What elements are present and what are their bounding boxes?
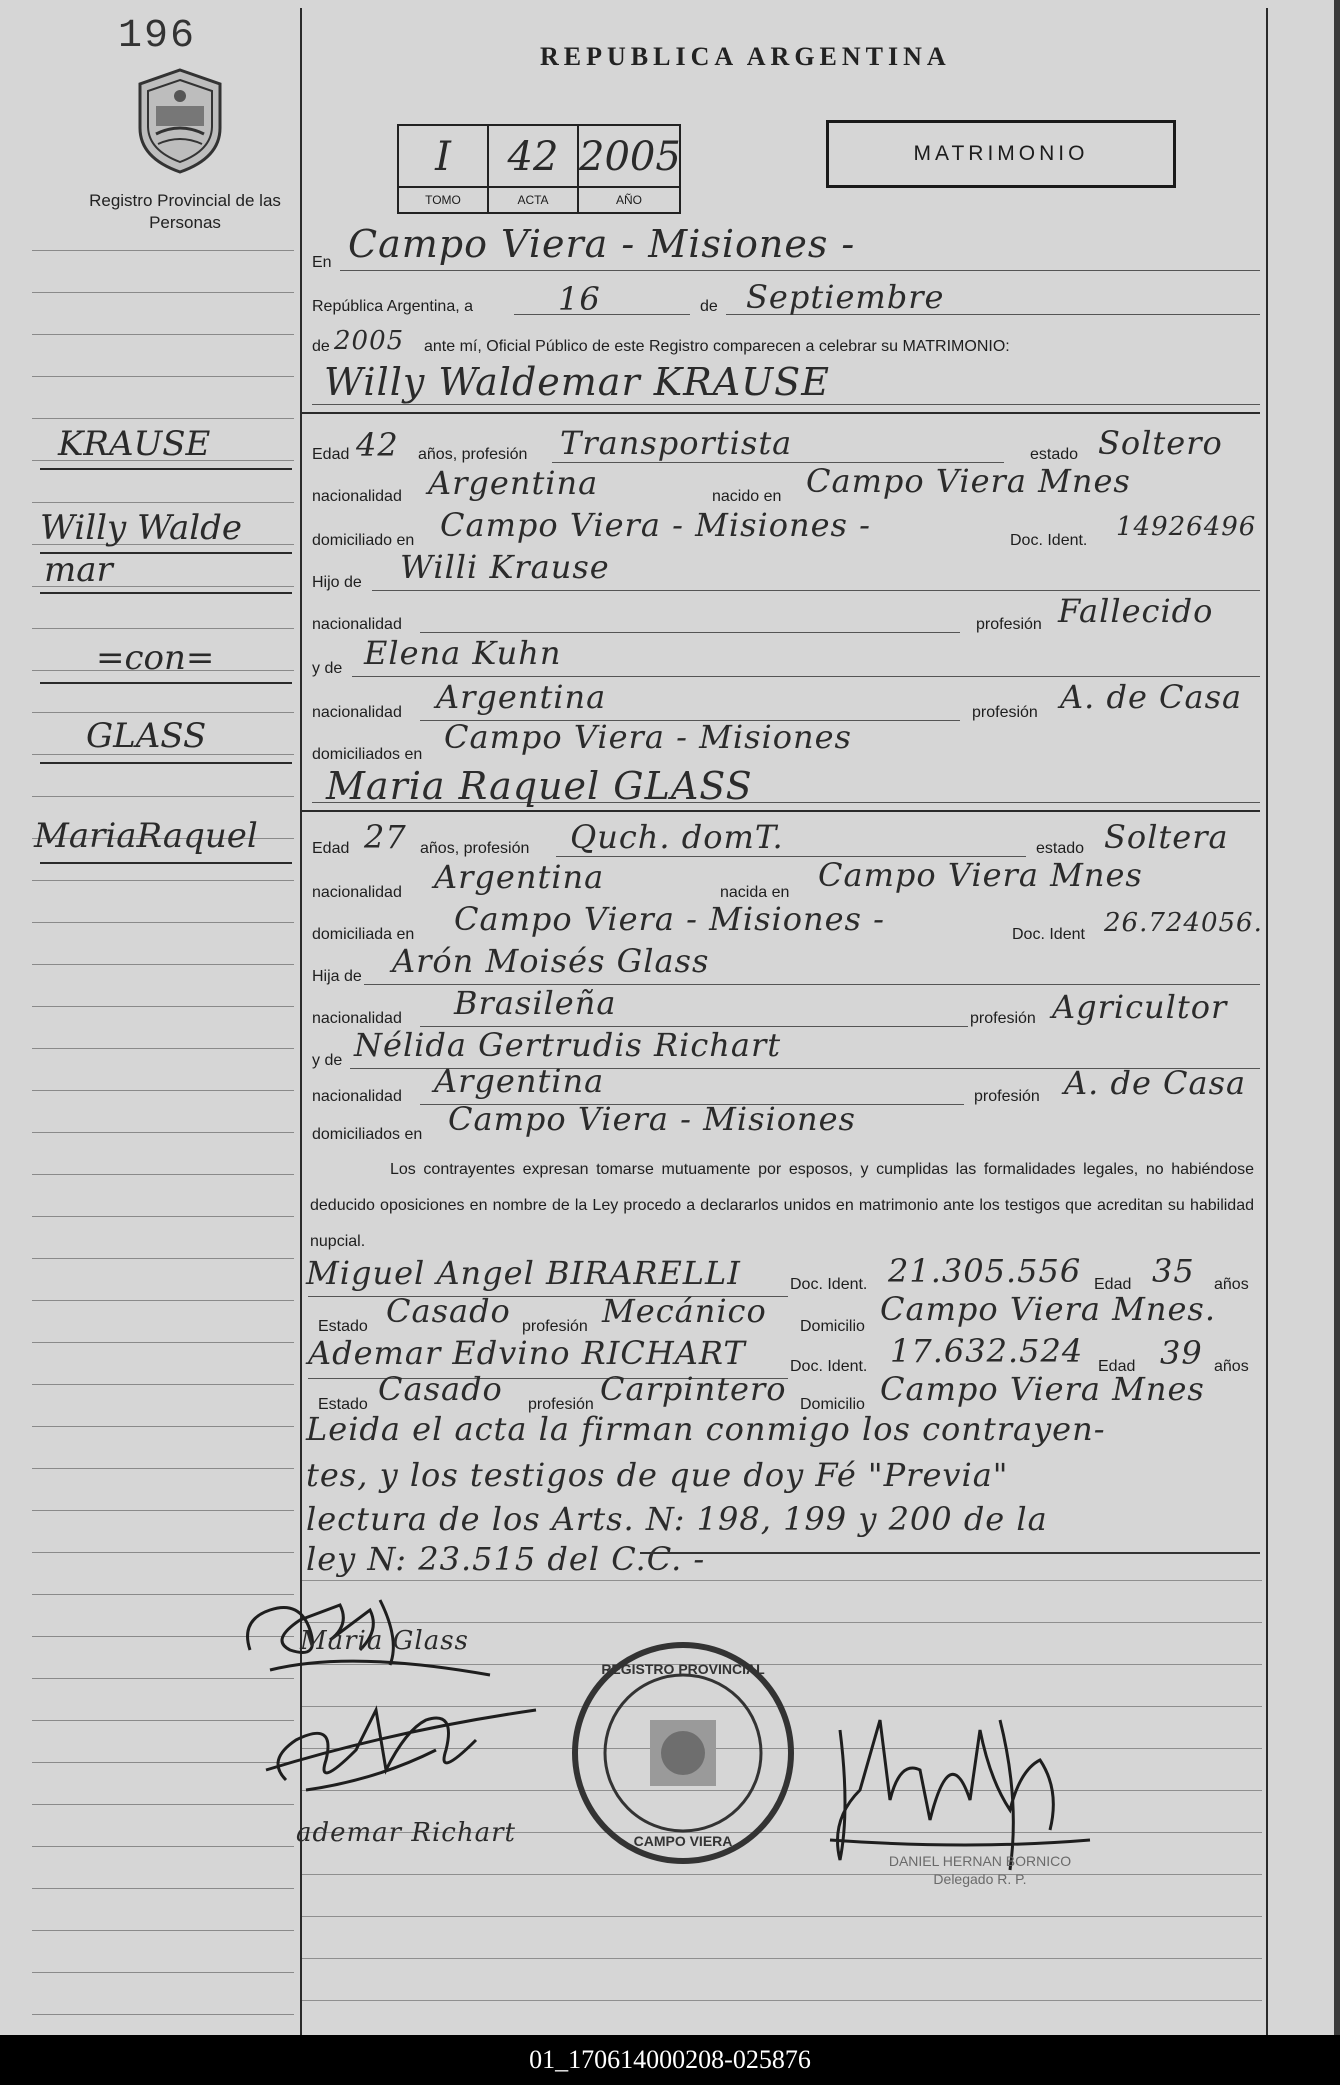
ano-cell <box>579 126 679 212</box>
witness1-estado: Casado <box>386 1292 511 1330</box>
witness1-domicilio: Campo Viera Mnes. <box>880 1290 1216 1328</box>
bride-parents-dom-label: domiciliados en <box>312 1126 423 1143</box>
witness2-estado-label: Estado <box>318 1396 368 1413</box>
groom-parents-dom-label: domiciliados en <box>312 746 423 763</box>
margin-ruled-line <box>32 334 294 335</box>
groom-father-prof-label: profesión <box>976 616 1042 633</box>
body-ruled-line <box>302 1916 1262 1917</box>
margin-ruled-line <box>32 1258 294 1259</box>
margin-ruled-line <box>32 1552 294 1553</box>
declaration-text: Los contrayentes expresan tomarse mutuamente por esposos, y cumplidas las formalidades legales, no habiéndose deducido oposiciones en nombre de la Ley procedo a declararlos unidos en matrimonio ante los testigos que acreditan su habilidad nupcial. <box>310 1161 1254 1250</box>
witness2-doc-label: Doc. Ident. <box>790 1358 868 1375</box>
witness2-domicilio: Campo Viera Mnes <box>880 1370 1205 1408</box>
groom-mother-profesion: A. de Casa <box>1060 678 1243 716</box>
witness1-estado-label: Estado <box>318 1318 368 1335</box>
groom-estado: Soltero <box>1098 424 1223 462</box>
margin-ruled-line <box>32 796 294 797</box>
body-ruled-line <box>302 2000 1262 2001</box>
bride-anos-label: años, profesión <box>420 840 530 857</box>
bride-father-nac-label: nacionalidad <box>312 1010 402 1027</box>
witness1-profesion: Mecánico <box>602 1292 767 1330</box>
en-label: En <box>312 254 332 271</box>
margin-ruled-line <box>32 418 294 419</box>
witness1-doc-label: Doc. Ident. <box>790 1276 868 1293</box>
hijo-label: Hijo de <box>312 574 362 591</box>
intro-text: ante mí, Oficial Público de este Registro comparecen a celebrar su MATRIMONIO: <box>424 338 1010 355</box>
header-place: Campo Viera - Misiones - <box>348 222 856 266</box>
acta-cell <box>489 126 579 212</box>
witness2-edad-label: Edad <box>1098 1358 1136 1375</box>
closing-line-3: lectura de los Arts. N: 198, 199 y 200 de la <box>306 1500 1048 1538</box>
margin-ruled-line <box>32 1048 294 1049</box>
groom-nac-label: nacionalidad <box>312 488 402 505</box>
ano-label: AÑO <box>579 186 679 212</box>
bride-estado-label: estado <box>1036 840 1085 857</box>
witness1-edad-label: Edad <box>1094 1276 1132 1293</box>
margin-ruled-line <box>32 250 294 251</box>
witness2-signature: ademar Richart <box>296 1818 516 1848</box>
margin-ruled-line <box>32 1090 294 1091</box>
witness2-domicilio-label: Domicilio <box>800 1396 865 1413</box>
record-type-box: MATRIMONIO <box>826 120 1176 188</box>
margin-given-bride: MariaRaquel <box>34 816 258 856</box>
groom-full-name: Willy Waldemar KRAUSE <box>324 360 830 404</box>
margin-connector: =con= <box>96 638 215 678</box>
groom-mother-nacionalidad: Argentina <box>436 678 607 716</box>
margin-ruled-line <box>32 628 294 629</box>
groom-nacido-label: nacido en <box>712 488 782 505</box>
bride-y-de-label: y de <box>312 1052 343 1069</box>
margin-ruled-line <box>32 1888 294 1889</box>
bride-dom-label: domiciliada en <box>312 926 415 943</box>
margin-ruled-line <box>32 1468 294 1469</box>
bride-mother-profesion: A. de Casa <box>1064 1064 1247 1102</box>
bride-domicilio: Campo Viera - Misiones - <box>454 900 885 938</box>
margin-ruled-line <box>32 1174 294 1175</box>
acta-value: 42 <box>507 134 559 180</box>
groom-mother-nac-label: nacionalidad <box>312 704 402 721</box>
svg-text:CAMPO VIERA: CAMPO VIERA <box>633 1833 733 1849</box>
margin-ruled-line <box>32 712 294 713</box>
acta-label: ACTA <box>489 186 577 212</box>
groom-mother: Elena Kuhn <box>364 634 562 672</box>
groom-doc-label: Doc. Ident. <box>1010 532 1088 549</box>
image-id-footer: 01_170614000208-025876 <box>0 2035 1340 2085</box>
margin-ruled-line <box>32 2014 294 2015</box>
margin-ruled-line <box>32 502 294 503</box>
margin-ruled-line <box>32 1426 294 1427</box>
tomo-value: I <box>435 134 451 180</box>
margin-ruled-line <box>32 1006 294 1007</box>
margin-surname-groom: KRAUSE <box>58 424 211 464</box>
closing-line-2: tes, y los testigos de que doy Fé "Previa" <box>306 1456 1009 1494</box>
bride-mother-nacionalidad: Argentina <box>434 1062 605 1100</box>
margin-ruled-line <box>32 1720 294 1721</box>
witness2-anos-label: años <box>1214 1358 1249 1375</box>
bride-doc: 26.724056. <box>1104 908 1263 938</box>
witness2-estado: Casado <box>378 1370 503 1408</box>
bride-doc-label: Doc. Ident <box>1012 926 1085 943</box>
bride-father-profesion: Agricultor <box>1052 988 1228 1026</box>
officer-stamp <box>830 1852 1130 1888</box>
closing-line-1: Leida el acta la firman conmigo los contrayen- <box>306 1410 1106 1448</box>
groom-profesion: Transportista <box>560 424 793 462</box>
header-month: Septiembre <box>746 278 945 316</box>
margin-ruled-line <box>32 1972 294 1973</box>
witness1-anos-label: años <box>1214 1276 1249 1293</box>
bride-mother-nac-label: nacionalidad <box>312 1088 402 1105</box>
margin-ruled-line <box>32 1342 294 1343</box>
margin-ruled-line <box>32 1804 294 1805</box>
margin-ruled-line <box>32 292 294 293</box>
margin-given-groom-b: mar <box>44 550 113 590</box>
margin-surname-bride: GLASS <box>86 716 207 756</box>
margin-ruled-line <box>32 1216 294 1217</box>
closing-line-4: ley N: 23.515 del C.C. - <box>306 1540 706 1578</box>
witness2-doc: 17.632.524 <box>890 1332 1084 1370</box>
groom-nacionalidad: Argentina <box>428 464 599 502</box>
groom-father: Willi Krause <box>400 548 610 586</box>
header-year: 2005 <box>334 326 405 356</box>
de-year-label: de <box>312 338 330 355</box>
witness1-domicilio-label: Domicilio <box>800 1318 865 1335</box>
margin-ruled-line <box>32 1300 294 1301</box>
bride-father-prof-label: profesión <box>970 1010 1036 1027</box>
country-title: REPUBLICA ARGENTINA <box>540 42 951 71</box>
bride-nacida-en: Campo Viera Mnes <box>818 856 1143 894</box>
bride-estado: Soltera <box>1104 818 1229 856</box>
right-rule <box>1266 8 1268 2035</box>
margin-ruled-line <box>32 922 294 923</box>
bride-parents-domicilio: Campo Viera - Misiones <box>448 1100 856 1138</box>
groom-father-nac-label: nacionalidad <box>312 616 402 633</box>
witness2-name: Ademar Edvino RICHART <box>308 1334 746 1372</box>
margin-given-groom-a: Willy Walde <box>40 508 243 548</box>
witness2-profesion-label: profesión <box>528 1396 594 1413</box>
bride-mother-prof-label: profesión <box>974 1088 1040 1105</box>
witness1-profesion-label: profesión <box>522 1318 588 1335</box>
witness1-doc: 21.305.556 <box>888 1252 1082 1290</box>
bride-father-nacionalidad: Brasileña <box>454 984 617 1022</box>
witness1-signature <box>256 1690 546 1800</box>
margin-ruled-line <box>32 880 294 881</box>
groom-mother-prof-label: profesión <box>972 704 1038 721</box>
bride-father: Arón Moisés Glass <box>392 942 710 980</box>
margin-ruled-line <box>32 1930 294 1931</box>
groom-nacido-en: Campo Viera Mnes <box>806 462 1131 500</box>
provincial-emblem-icon <box>132 66 228 176</box>
groom-dom-label: domiciliado en <box>312 532 415 549</box>
header-day: 16 <box>558 280 601 318</box>
bride-nacida-label: nacida en <box>720 884 790 901</box>
witness1-edad: 35 <box>1152 1252 1195 1290</box>
margin-ruled-line <box>32 1510 294 1511</box>
bride-edad: 27 <box>364 818 407 856</box>
registration-table <box>397 124 681 214</box>
bride-mother: Nélida Gertrudis Richart <box>354 1026 782 1064</box>
witness2-edad: 39 <box>1160 1334 1203 1372</box>
groom-edad-label: Edad <box>312 446 350 463</box>
groom-estado-label: estado <box>1030 446 1079 463</box>
margin-ruled-line <box>32 1846 294 1847</box>
hija-label: Hija de <box>312 968 362 985</box>
tomo-cell <box>399 126 489 212</box>
witness2-profesion: Carpintero <box>600 1370 787 1408</box>
groom-father-profesion: Fallecido <box>1058 592 1214 630</box>
bride-edad-label: Edad <box>312 840 350 857</box>
ano-value: 2005 <box>579 134 681 180</box>
groom-edad: 42 <box>356 426 399 464</box>
groom-y-de-label: y de <box>312 660 343 677</box>
groom-parents-domicilio: Campo Viera - Misiones <box>444 718 852 756</box>
official-seal-icon <box>570 1640 796 1866</box>
groom-domicilio: Campo Viera - Misiones - <box>440 506 871 544</box>
bride-nacionalidad: Argentina <box>434 858 605 896</box>
witness1-name: Miguel Angel BIRARELLI <box>306 1254 741 1292</box>
groom-doc: 14926496 <box>1116 512 1257 542</box>
margin-ruled-line <box>32 1762 294 1763</box>
officer-name: DANIEL HERNAN BORNICO <box>888 1853 1072 1869</box>
bride-nac-label: nacionalidad <box>312 884 402 901</box>
body-ruled-line <box>302 1958 1262 1959</box>
bride-signature: Maria Glass <box>300 1626 469 1656</box>
svg-text:REGISTRO PROVINCIAL: REGISTRO PROVINCIAL <box>601 1661 765 1677</box>
tomo-label: TOMO <box>399 186 487 212</box>
republica-label: República Argentina, a <box>312 298 473 315</box>
registry-name: Registro Provincial de las Personas <box>89 191 281 232</box>
margin-ruled-line <box>32 1384 294 1385</box>
margin-ruled-line <box>32 1132 294 1133</box>
margin-ruled-line <box>32 964 294 965</box>
folio-number: 196 <box>118 14 197 59</box>
groom-anos-label: años, profesión <box>418 446 528 463</box>
bride-full-name: Maria Raquel GLASS <box>326 764 753 808</box>
bride-profesion: Quch. domT. <box>570 818 784 856</box>
officer-title: Delegado R. P. <box>933 1871 1027 1887</box>
de-label: de <box>700 298 718 315</box>
margin-ruled-line <box>32 376 294 377</box>
